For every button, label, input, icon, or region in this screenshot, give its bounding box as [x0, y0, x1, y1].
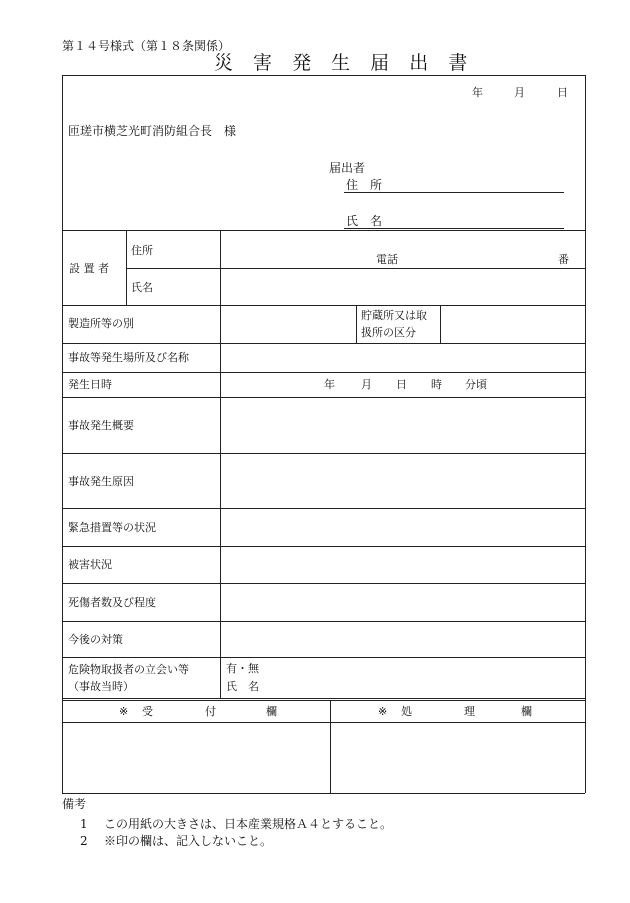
- reception-char-1: 受: [142, 705, 153, 718]
- datetime-unit-minute: 分頃: [465, 378, 487, 391]
- reception-mark: ※: [119, 705, 129, 718]
- storage-class-label-2: 扱所の区分: [361, 326, 416, 339]
- witness-label-2: （事故当時）: [68, 680, 134, 693]
- note-2-num: 2: [80, 834, 88, 848]
- processing-char-2: 理: [464, 705, 475, 718]
- reception-char-2: 付: [205, 705, 216, 718]
- storage-class-label-1: 貯蔵所又は取: [361, 309, 427, 322]
- countermeasures-label: 今後の対策: [68, 633, 123, 646]
- notifier-address-label: 住 所: [346, 178, 383, 192]
- processing-char-3: 欄: [521, 705, 532, 718]
- casualties-label: 死傷者数及び程度: [68, 596, 156, 609]
- notifier-address-line: [344, 192, 564, 193]
- note-2-text: ※印の欄は、記入しないこと。: [104, 834, 273, 848]
- datetime-unit-month: 月: [361, 378, 372, 391]
- facility-type-label: 製造所等の別: [68, 317, 134, 330]
- datetime-unit-hour: 時: [431, 378, 442, 391]
- processing-mark: ※: [378, 705, 388, 718]
- emergency-label: 緊急措置等の状況: [68, 521, 156, 534]
- datetime-unit-year: 年: [324, 378, 335, 391]
- witness-label-1: 危険物取扱者の立会い等: [68, 663, 189, 676]
- installer-phone-label: 電話: [376, 253, 398, 266]
- installer-name-label: 氏名: [131, 281, 153, 294]
- notifier-label: 届出者: [329, 161, 366, 175]
- date-year: 年: [472, 86, 483, 99]
- witness-presence: 有・無: [226, 662, 259, 675]
- witness-name-label: 氏 名: [226, 680, 259, 693]
- notifier-name-line: [344, 228, 564, 229]
- datetime-unit-day: 日: [396, 378, 407, 391]
- damage-label: 被害状況: [68, 558, 112, 571]
- processing-char-1: 処: [401, 705, 412, 718]
- datetime-label: 発生日時: [68, 378, 112, 391]
- cause-label: 事故発生原因: [68, 475, 134, 488]
- note-1-text: この用紙の大きさは、日本産業規格Ａ４とすること。: [104, 817, 393, 831]
- installer-address-label: 住所: [131, 244, 153, 257]
- installer-label: 設 置 者: [69, 262, 109, 275]
- date-day: 日: [557, 86, 568, 99]
- installer-phone-suffix: 番: [558, 253, 569, 266]
- notifier-name-label: 氏 名: [346, 214, 383, 228]
- location-label: 事故等発生場所及び名称: [68, 351, 189, 364]
- form-number: 第１４号様式（第１８条関係）: [62, 39, 231, 53]
- addressee: 匝瑳市横芝光町消防組合長 様: [68, 124, 237, 138]
- form-title: 災 害 発 生 届 出 書: [214, 52, 475, 74]
- notes-title: 備考: [62, 797, 87, 811]
- date-month: 月: [514, 86, 525, 99]
- summary-label: 事故発生概要: [68, 419, 134, 432]
- reception-char-3: 欄: [266, 705, 277, 718]
- note-1-num: 1: [80, 817, 88, 831]
